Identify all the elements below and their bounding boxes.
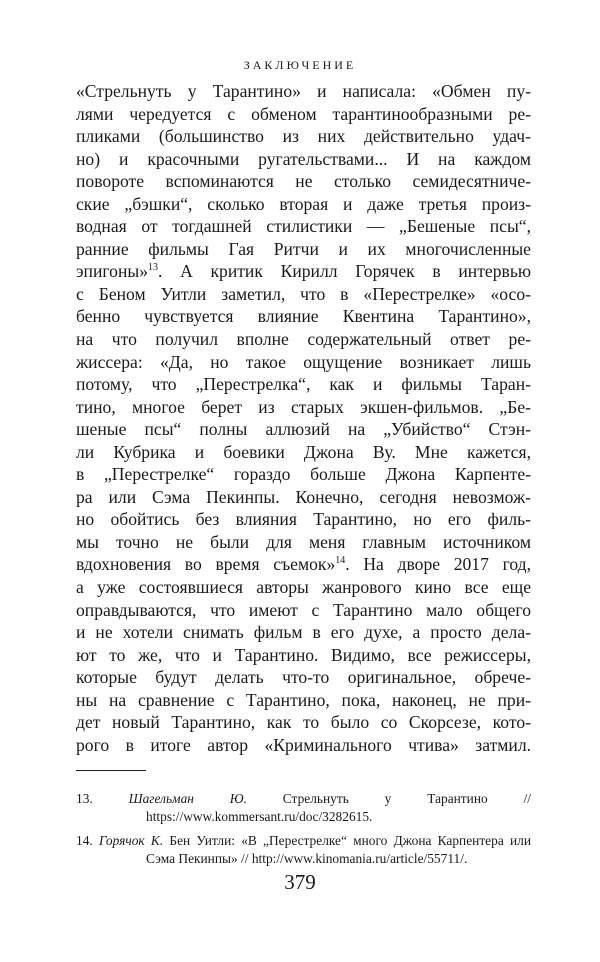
text-segment: . На дворе 2017 год, xyxy=(345,554,531,575)
footnote-13 xyxy=(76,790,531,825)
text-segment: ра или Сэма Пекинпы. Конечно, сегодня невозмож- xyxy=(76,486,531,507)
text-segment: водная от тогдашней стилистики — „Бешеные псы“, xyxy=(76,216,531,237)
text-line xyxy=(76,734,531,757)
text-segment: эпигоны» xyxy=(76,261,148,282)
footnote-author: Шагельман Ю. xyxy=(128,791,247,806)
text-segment: и не хотели снимать фильм в его духе, а просто дела- xyxy=(76,622,531,643)
text-line xyxy=(76,508,531,531)
text-line xyxy=(76,170,531,193)
text-line xyxy=(76,486,531,509)
text-line xyxy=(76,621,531,644)
text-segment: в „Перестрелке“ гораздо больше Джона Карпенте- xyxy=(76,464,531,485)
text-segment: пликами (большинство из них действительно удач- xyxy=(76,126,531,147)
text-segment: рого в итоге автор «Криминального чтива» затмил. xyxy=(76,734,531,755)
text-line xyxy=(76,305,531,328)
footnote-author: Горячок К. xyxy=(98,833,164,848)
text-segment: лями чередуется с обменом тарантинообразными ре- xyxy=(76,103,531,124)
text-line xyxy=(76,463,531,486)
text-line xyxy=(76,238,531,261)
text-line xyxy=(76,283,531,306)
text-segment: на что получил вполне содержательный ответ ре- xyxy=(76,329,531,350)
text-segment: но обойтись без влияния Тарантино, но его филь- xyxy=(76,509,531,530)
text-segment: вдохновения во время съемок» xyxy=(76,554,336,575)
footnote-reference: 14 xyxy=(335,555,346,567)
text-line xyxy=(76,711,531,734)
text-line xyxy=(76,396,531,419)
text-segment: «Стрельнуть у Тарантино» и написала: «Обмен пу- xyxy=(76,81,531,101)
text-segment: шеные псы“ полны аллюзий на „Убийство“ Стэн- xyxy=(76,419,531,440)
text-line xyxy=(76,553,531,576)
text-segment: тино, многое берет из старых экшен-фильмов. „Бе- xyxy=(76,396,531,417)
text-segment: ранние фильмы Гая Ритчи и их многочисленные xyxy=(76,238,531,259)
footnote-text: Стрельнуть у Тарантино // https://www.kommersant.ru/doc/3282615. xyxy=(146,791,531,824)
text-line xyxy=(76,599,531,622)
text-segment: жиссера: «Да, но такое ощущение возникает лишь xyxy=(76,351,531,372)
text-segment: ны на сравнение с Тарантино, пока, наконец, не при- xyxy=(76,689,531,710)
text-line xyxy=(76,689,531,712)
text-segment: потому, что „Перестрелка“, как и фильмы Таран- xyxy=(76,374,531,395)
text-line xyxy=(76,215,531,238)
text-segment: оправдываются, что имеют с Тарантино мало общего xyxy=(76,599,531,620)
text-line xyxy=(76,148,531,171)
text-line xyxy=(76,441,531,464)
text-segment: но) и красочными ругательствами... И на каждом xyxy=(76,148,531,169)
text-line xyxy=(76,351,531,374)
text-line xyxy=(76,260,531,283)
text-segment: которые будут делать что-то оригинальное, обрече- xyxy=(76,667,531,688)
text-segment: ют то же, что и Тарантино. Видимо, все режиссеры, xyxy=(76,644,531,665)
footnote-divider xyxy=(76,770,146,771)
text-line xyxy=(76,193,531,216)
text-line xyxy=(76,531,531,554)
text-line xyxy=(76,328,531,351)
footnote-14 xyxy=(76,832,531,867)
body-text xyxy=(76,80,531,756)
text-segment: ские „бэшки“, сколько вторая и даже третья произ- xyxy=(76,193,531,214)
text-line xyxy=(76,644,531,667)
footnote-reference: 13 xyxy=(148,262,158,274)
text-segment: . А критик Кирилл Горячек в интервью xyxy=(158,261,531,282)
text-line xyxy=(76,103,531,126)
text-line xyxy=(76,576,531,599)
text-line xyxy=(76,666,531,689)
running-header: ЗАКЛЮЧЕНИЕ xyxy=(243,58,357,72)
text-line xyxy=(76,418,531,441)
text-segment: а уже состоявшиеся авторы жанрового кино все еще xyxy=(76,577,531,598)
text-line xyxy=(76,373,531,396)
text-segment: дет новый Тарантино, как то было со Скорсезе, кото- xyxy=(76,712,531,733)
text-segment: мы точно не были для меня главным источником xyxy=(76,531,531,552)
text-segment: повороте вспоминаются не столько семидесятниче- xyxy=(76,171,531,192)
page-number: 379 xyxy=(284,870,316,894)
text-segment: бенно чувствуется влияние Квентина Тарантино», xyxy=(76,306,531,327)
footnote-number: 14. xyxy=(76,833,93,848)
text-segment: с Беном Уитли заметил, что в «Перестрелке» «осо- xyxy=(76,283,531,304)
text-line xyxy=(76,125,531,148)
text-line xyxy=(76,80,531,103)
footnote-text: Бен Уитли: «В „Перестрелке“ много Джона Карпентера или Сэма Пекинпы» // http://www.kinomania.ru/article/55711/. xyxy=(146,833,532,866)
footnotes xyxy=(76,790,531,874)
footnote-number: 13. xyxy=(76,791,93,806)
text-segment: ли Кубрика и боевики Джона Ву. Мне кажется, xyxy=(76,441,531,462)
